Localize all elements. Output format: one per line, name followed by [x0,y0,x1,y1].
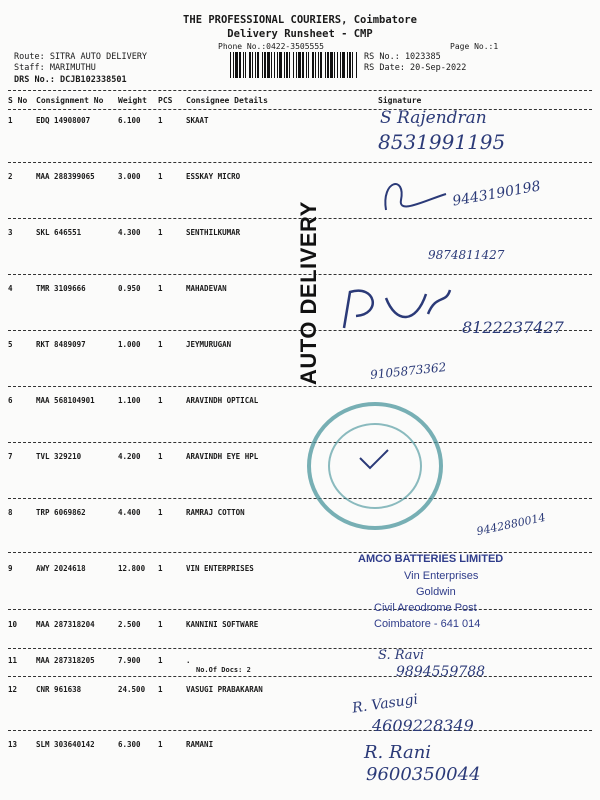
table-row [0,116,600,128]
row-consignee: RAMANI [186,740,214,749]
row-consignment-no: SLM 303640142 [36,740,95,749]
signature-2-phone: 9443190198 [451,178,542,210]
table-row [0,685,600,697]
row-sno: 5 [8,340,13,349]
row-consignment-no: AWY 2024618 [36,564,86,573]
row-consignee: ARAVINDH OPTICAL [186,396,259,405]
document-title: Delivery Runsheet - CMP [227,28,373,40]
company-title: THE PROFESSIONAL COURIERS, Coimbatore [183,14,417,26]
row-consignment-no: TRP 6069862 [36,508,86,517]
rs-number: RS No.: 1023385 [364,52,441,62]
signature-11-phone: 9894559788 [396,664,486,680]
row-consignee: VASUGI PRABAKARAN [186,685,263,694]
row-sno: 2 [8,172,13,181]
row-consignment-no: MAA 568104901 [36,396,95,405]
table-row [0,740,600,752]
row-sno: 8 [8,508,13,517]
divider [8,676,592,677]
route: Route: SITRA AUTO DELIVERY [14,52,148,62]
row-pcs: 1 [158,284,163,293]
row-consignee: MAHADEVAN [186,284,227,293]
row-pcs: 1 [158,396,163,405]
row-weight: 1.000 [118,340,141,349]
row-weight: 24.500 [118,685,146,694]
signature-8-phone: 9442880014 [475,510,547,539]
row-consignment-no: TMR 3109666 [36,284,86,293]
signature-4-icon [336,284,456,334]
row-pcs: 1 [158,685,163,694]
drs-number: DRS No.: DCJB102338501 [14,75,127,85]
divider [8,162,592,163]
col-pcs: PCS [158,96,173,105]
row-consignment-no: TVL 329210 [36,452,82,461]
row-sno: 3 [8,228,13,237]
phone-number: Phone No.:0422-3505555 [218,42,324,51]
amco-stamp-line5: Coimbatore - 641 014 [374,618,481,630]
divider [8,609,592,610]
col-sno: S No [8,96,28,105]
divider [8,730,592,731]
row-weight: 2.500 [118,620,141,629]
table-row [0,656,600,668]
row-sno: 12 [8,685,18,694]
divider [8,648,592,649]
row-weight: 12.800 [118,564,146,573]
row-consignment-no: SKL 646551 [36,228,82,237]
row-consignee: JEYMURUGAN [186,340,232,349]
page-number: Page No.:1 [450,42,499,51]
row-consignment-no: RKT 8489097 [36,340,86,349]
row-pcs: 1 [158,116,163,125]
signature-5-phone: 9105873362 [369,360,447,382]
row-sno: 1 [8,116,13,125]
row-weight: 4.300 [118,228,141,237]
divider [8,552,592,553]
table-header [0,96,600,108]
amco-stamp-line4: Civil Areodrome Post [374,602,477,614]
row-weight: 0.950 [118,284,141,293]
row-sno: 9 [8,564,13,573]
row-pcs: 1 [158,564,163,573]
row-pcs: 1 [158,340,163,349]
row-sno: 6 [8,396,13,405]
table-row [0,172,600,184]
row-pcs: 1 [158,452,163,461]
auto-delivery-stamp: AUTO DELIVERY [296,201,321,385]
company-seal-icon [300,396,450,536]
staff: Staff: MARIMUTHU [14,63,96,73]
divider [8,386,592,387]
row-weight: 1.100 [118,396,141,405]
row-sno: 7 [8,452,13,461]
docs-note: No.Of Docs: 2 [196,666,251,674]
divider [8,90,592,91]
row-consignee: VIN ENTERPRISES [186,564,254,573]
row-weight: 4.200 [118,452,141,461]
row-weight: 6.300 [118,740,141,749]
row-consignee: SENTHILKUMAR [186,228,241,237]
row-weight: 4.400 [118,508,141,517]
signature-2-icon [376,170,456,220]
row-sno: 13 [8,740,18,749]
signature-1-phone: 8531991195 [378,130,506,154]
signature-4-phone: 8122237427 [462,318,564,337]
signature-1-name: S Rajendran [380,108,487,128]
row-pcs: 1 [158,656,163,665]
signature-13-phone: 9600350044 [366,764,481,785]
row-consignment-no: MAA 287318205 [36,656,95,665]
amco-stamp-line3: Goldwin [416,586,456,598]
signature-12-phone: 4609228349 [372,716,474,735]
row-sno: 11 [8,656,18,665]
row-consignment-no: CNR 961638 [36,685,82,694]
row-consignee: KANNINI SOFTWARE [186,620,259,629]
row-pcs: 1 [158,740,163,749]
row-consignment-no: MAA 288399065 [36,172,95,181]
row-weight: 7.900 [118,656,141,665]
row-weight: 6.100 [118,116,141,125]
signature-3-phone: 9874811427 [428,248,505,262]
amco-stamp-line2: Vin Enterprises [404,570,479,582]
col-consignee: Consignee Details [186,96,268,105]
divider [8,109,592,110]
col-signature: Signature [378,96,422,105]
row-consignee: RAMRAJ COTTON [186,508,245,517]
row-pcs: 1 [158,172,163,181]
row-consignment-no: MAA 287318204 [36,620,95,629]
row-consignee: ARAVINDH EYE HPL [186,452,259,461]
row-consignee: SKAAT [186,116,209,125]
col-consignment: Consignment No [36,96,104,105]
row-sno: 10 [8,620,18,629]
rs-date: RS Date: 20-Sep-2022 [364,63,467,73]
table-row [0,620,600,632]
signature-12-name: R. Vasugi [351,691,420,717]
row-pcs: 1 [158,508,163,517]
row-consignment-no: EDQ 14908007 [36,116,91,125]
signature-13-name: R. Rani [364,742,432,763]
row-consignee: . [186,656,191,665]
barcode [230,52,358,78]
col-weight: Weight [118,96,147,105]
amco-stamp-line1: AMCO BATTERIES LIMITED [358,553,504,565]
row-weight: 3.000 [118,172,141,181]
row-sno: 4 [8,284,13,293]
row-pcs: 1 [158,228,163,237]
row-consignee: ESSKAY MICRO [186,172,241,181]
table-row [0,564,600,576]
signature-11-name: S. Ravi [378,648,425,663]
row-pcs: 1 [158,620,163,629]
